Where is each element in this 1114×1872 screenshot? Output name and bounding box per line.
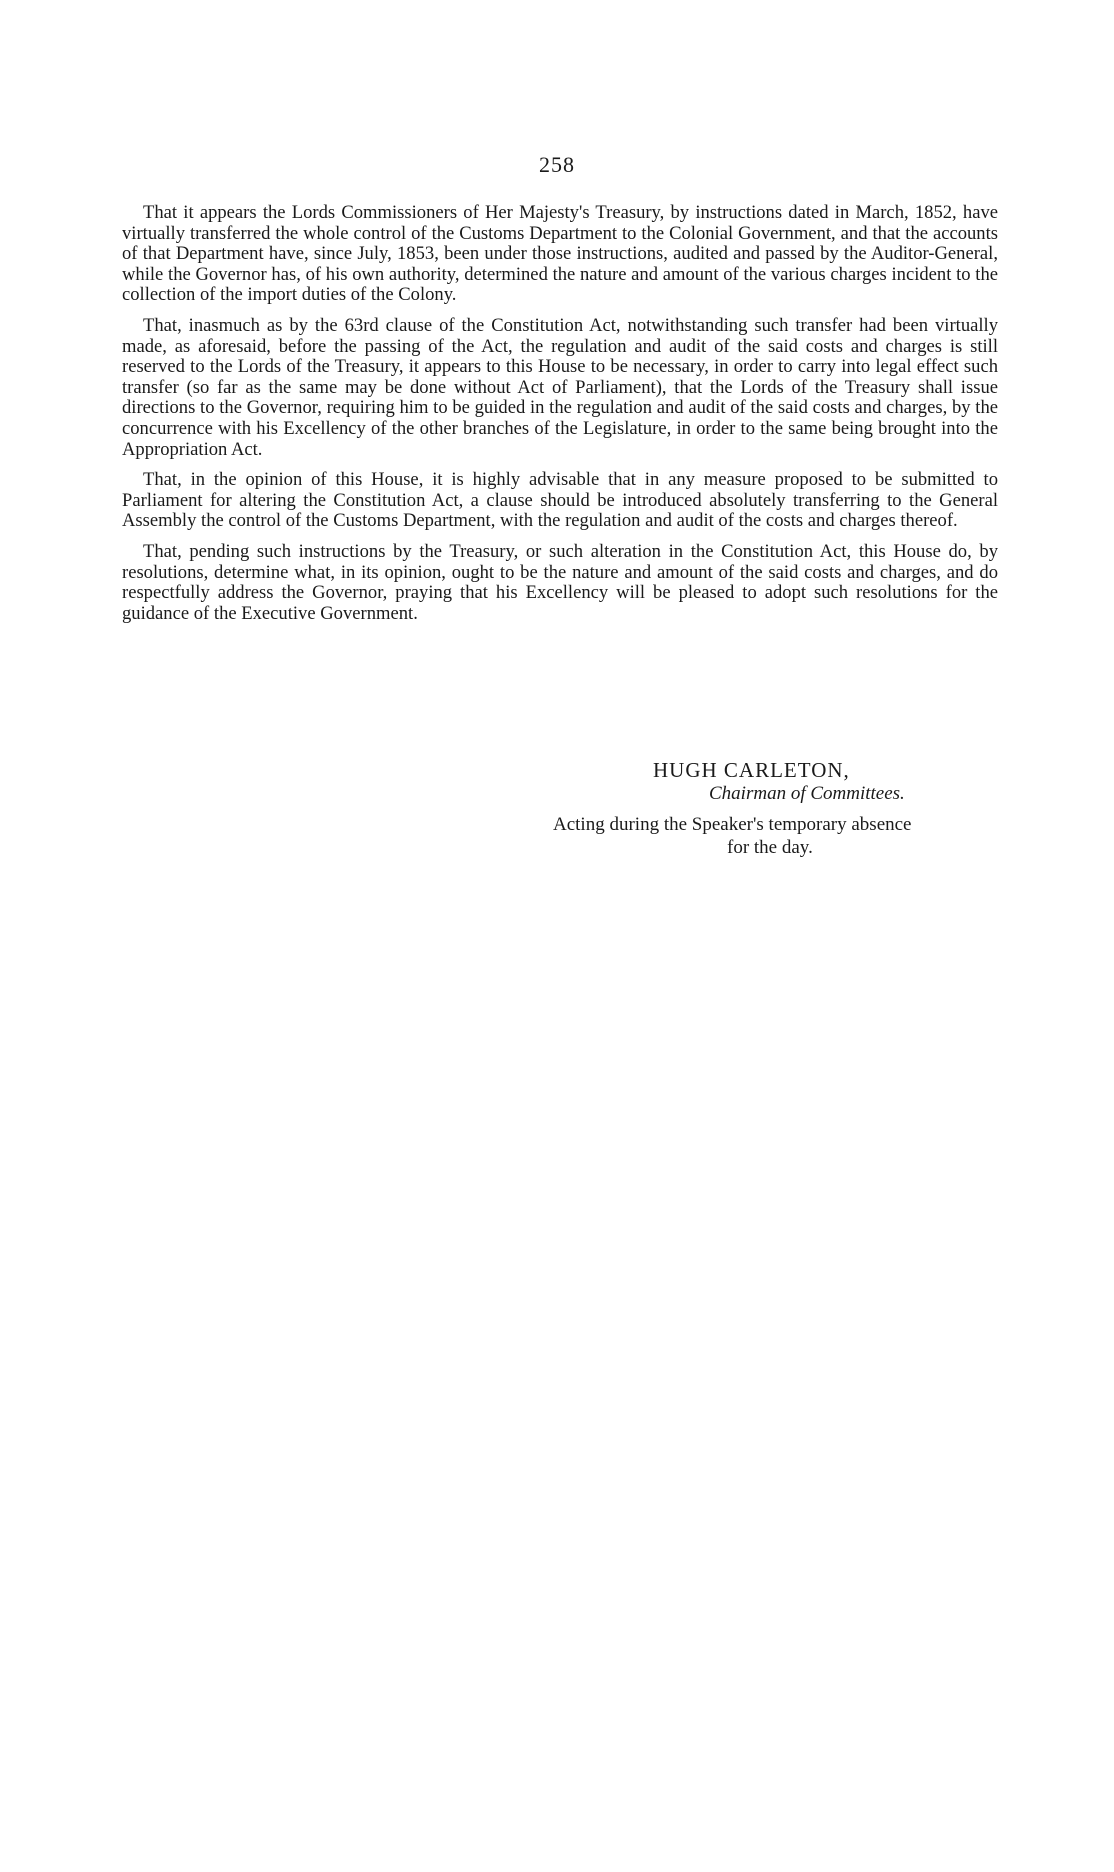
paragraph-parliament-measure: That, in the opinion of this House, it is highly advisable that in any measure proposed to be submitted to Parliament for altering the Constitution Act, a clause should be introduced absolutely transferring to the General Assembly the control of the Customs Department, with the regulation and audit of the costs and charges thereof.: [122, 469, 998, 532]
signatory-title: Chairman of Committees.: [709, 783, 905, 804]
paragraph-constitution-clause: That, inasmuch as by the 63rd clause of the Constitution Act, notwithstanding such transfer had been virtually made, as aforesaid, before the passing of the Act, the regulation and audit of the said costs and charges is still reserved to the Lords of the Treasury, it appears to this House to be necessary, in order to carry into legal effect such transfer (so far as the same may be done without Act of Parliament), that the Lords of the Treasury shall issue directions to the Governor, requiring him to be guided in the regulation and audit of the said costs and charges, by the concurrence with his Excellency of the other branches of the Legislature, in order to the same being brought into the Appropriation Act.: [122, 314, 998, 460]
paragraph-treasury-instructions: That it appears the Lords Commissioners of Her Majesty's Treasury, by instructions dated in March, 1852, have virtually transferred the whole control of the Customs Department to the Colonial Government, and that the accounts of that Department have, since July, 1853, been under those instructions, audited and passed by the Auditor-General, while the Governor has, of his own authority, determined the nature and amount of the various charges incident to the collection of the import duties of the Colony.: [122, 202, 998, 306]
acting-note: Acting during the Speaker's temporary absence: [553, 814, 912, 835]
paragraph-pending-instructions: That, pending such instructions by the Treasury, or such alteration in the Constitution Act, this House do, by resolutions, determine what, in its opinion, ought to be the nature and amount of the said costs and charges, and do respectfully address the Governor, praying that his Excellency will be pleased to adopt such resolutions for the guidance of the Executive Government.: [122, 540, 998, 624]
resolutions-text: [122, 203, 998, 634]
page-number: 258: [539, 152, 575, 177]
signatory-name: HUGH CARLETON,: [653, 758, 850, 782]
acting-note-day: for the day.: [727, 837, 813, 858]
signature-block: [553, 759, 1003, 859]
